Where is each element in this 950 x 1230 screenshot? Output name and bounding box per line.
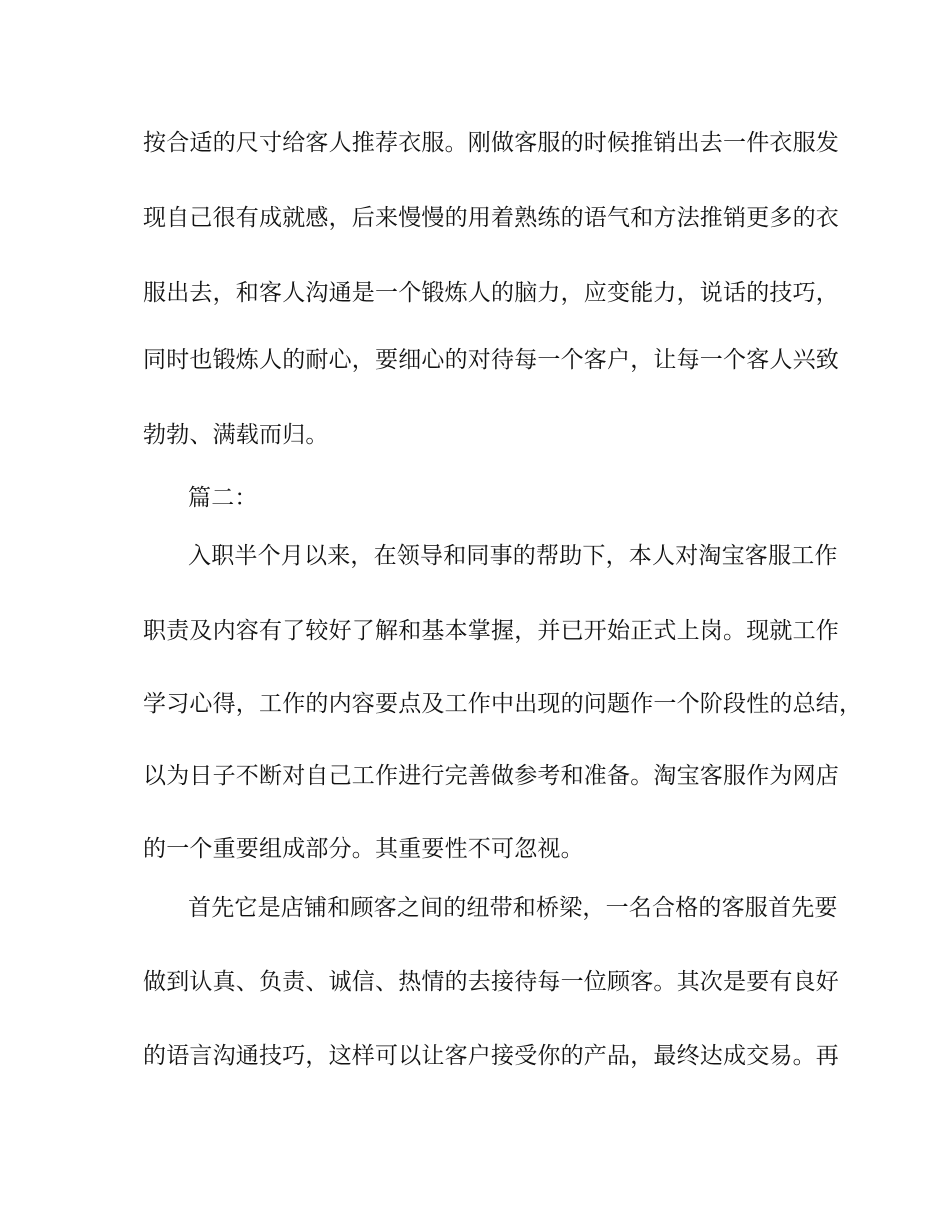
text-line: 现自己很有成就感，后来慢慢的用着熟练的语气和方法推销更多的衣 bbox=[143, 205, 839, 231]
text-line: 按合适的尺寸给客人推荐衣服。刚做客服的时候推销出去一件衣服发 bbox=[143, 130, 839, 156]
text-line: 的一个重要组成部分。其重要性不可忽视。 bbox=[143, 836, 584, 862]
text-line: 服出去，和客人沟通是一个锻炼人的脑力，应变能力，说话的技巧， bbox=[143, 280, 839, 306]
text-line: 职责及内容有了较好了解和基本掌握，并已开始正式上岗。现就工作 bbox=[143, 618, 839, 644]
text-line: 首先它是店铺和顾客之间的纽带和桥梁，一名合格的客服首先要 bbox=[188, 895, 838, 921]
text-line: 学习心得，工作的内容要点及工作中出现的问题作一个阶段性的总结， bbox=[143, 691, 863, 717]
text-line: 以为日子不断对自己工作进行完善做参考和准备。淘宝客服作为网店 bbox=[143, 763, 839, 789]
text-line: 同时也锻炼人的耐心，要细心的对待每一个客户，让每一个客人兴致 bbox=[143, 347, 839, 373]
text-line: 勃勃、满载而归。 bbox=[143, 422, 329, 448]
section-heading: 篇二： bbox=[188, 485, 258, 511]
text-line: 入职半个月以来，在领导和同事的帮助下，本人对淘宝客服工作 bbox=[188, 543, 838, 569]
text-line: 做到认真、负责、诚信、热情的去接待每一位顾客。其次是要有良好 bbox=[143, 969, 839, 995]
text-line: 的语言沟通技巧，这样可以让客户接受你的产品，最终达成交易。再 bbox=[143, 1043, 839, 1069]
